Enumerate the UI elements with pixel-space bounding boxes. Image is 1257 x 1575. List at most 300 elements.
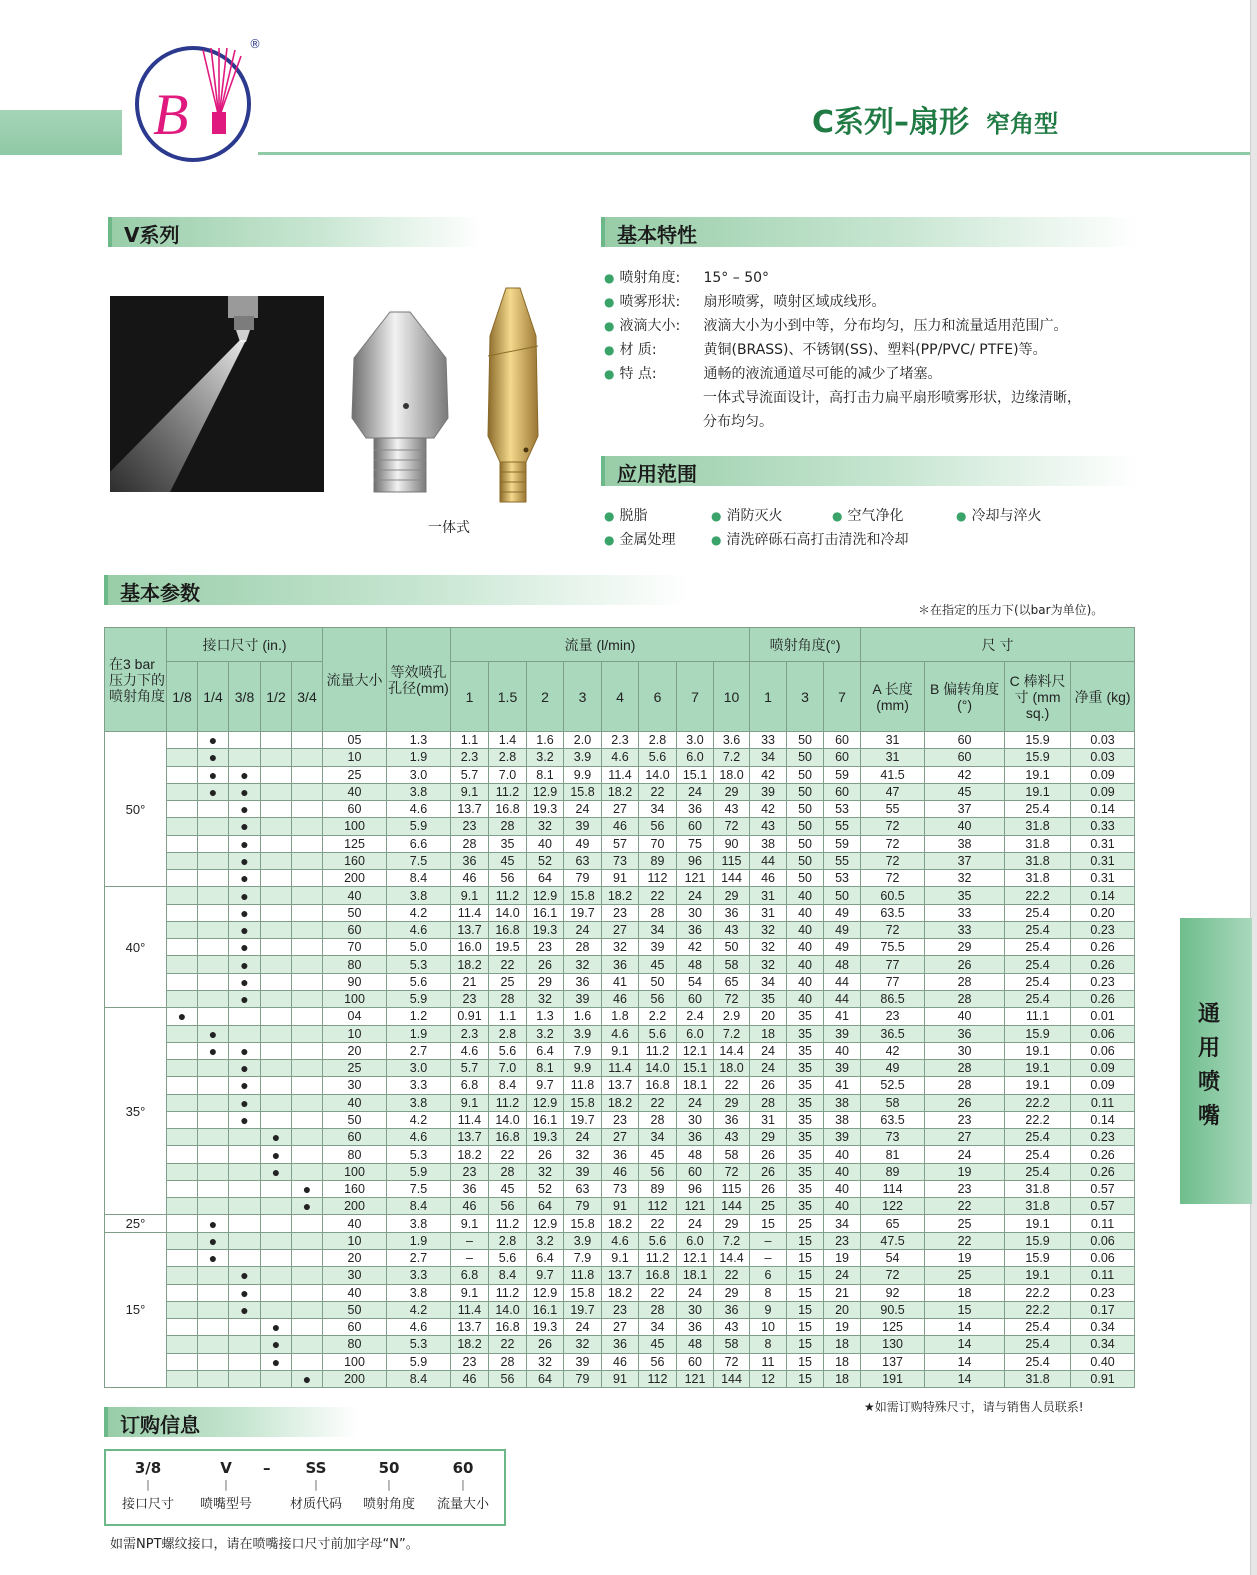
spray-cell: 40 [787,921,824,938]
weight-cell: 0.26 [1071,990,1135,1007]
angle-offset-cell: 36 [925,1025,1005,1042]
inlet-cell [167,1129,198,1146]
bar-size-cell: 31.8 [1005,835,1071,852]
ss-nozzle-image [350,310,450,495]
weight-cell: 0.23 [1071,921,1135,938]
inlet-cell [167,783,198,800]
flow-cell: 43 [714,1129,750,1146]
bullet-icon: ● [604,319,615,333]
spray-cell: 6 [750,1267,787,1284]
orifice-cell: 8.4 [387,870,451,887]
weight-cell: 0.14 [1071,1111,1135,1128]
inlet-cell [198,921,229,938]
order-item [356,1459,422,1512]
spray-cell: 60 [824,749,861,766]
inlet-cell [198,1180,229,1197]
flow-cell: 3.9 [564,1025,602,1042]
length-cell: 60.5 [861,887,925,904]
flow-cell: 28 [639,904,677,921]
inlet-cell [292,732,323,749]
flow-cell: 7.2 [714,749,750,766]
flow-cell: 30 [677,1301,714,1318]
flow-cell: 6.4 [527,1042,564,1059]
inlet-cell [229,1215,261,1232]
inlet-cell [167,1284,198,1301]
inlet-cell [198,852,229,869]
flow-cell: 29 [714,783,750,800]
spray-cell: 29 [750,1129,787,1146]
flow-cell: 3.2 [527,1232,564,1249]
bar-size-cell: 25.4 [1005,1129,1071,1146]
flow-cell: 45 [639,956,677,973]
flow-cell: 28 [489,818,527,835]
angle-offset-cell: 37 [925,801,1005,818]
flow-cell: 8.4 [489,1267,527,1284]
flow-cell: 5.6 [639,1232,677,1249]
inlet-cell: ● [229,835,261,852]
angle-offset-cell: 14 [925,1353,1005,1370]
inlet-cell [292,887,323,904]
order-item [116,1459,180,1512]
flow-cell: 29 [714,1284,750,1301]
bullet-icon: ● [604,343,615,357]
inlet-cell: ● [261,1319,292,1336]
flow-cell: 60 [677,990,714,1007]
flow-cell: 7.0 [489,1060,527,1077]
table-row [105,1146,1135,1163]
spray-cell: 60 [824,732,861,749]
dimension-header: A 长度 (mm) [861,662,925,732]
spray-cell: 15 [787,1336,824,1353]
spray-cell: 15 [750,1215,787,1232]
flow-size-cell: 200 [323,1198,387,1215]
flow-cell: 6.0 [677,749,714,766]
flow-cell: 16.8 [489,1319,527,1336]
feature-key: 材 质: [619,342,657,358]
flow-cell: 13.7 [451,801,489,818]
flow-cell: 27 [602,801,639,818]
spray-cell: 35 [787,1129,824,1146]
orifice-cell: 1.9 [387,1025,451,1042]
bullet-icon: ● [604,295,615,309]
flow-cell: 60 [677,1163,714,1180]
flow-cell: 43 [714,1319,750,1336]
spray-cell: 50 [787,766,824,783]
inlet-cell [292,939,323,956]
order-code-box [104,1449,506,1526]
flow-cell: 36 [602,1146,639,1163]
inlet-cell [292,1094,323,1111]
inlet-cell: ● [229,1111,261,1128]
orifice-cell: 3.8 [387,887,451,904]
spray-cell: 15 [787,1319,824,1336]
flow-cell: 72 [714,818,750,835]
weight-cell: 0.09 [1071,1060,1135,1077]
spray-pressure-header: 7 [824,662,861,732]
inlet-cell [261,1042,292,1059]
weight-cell: 0.17 [1071,1301,1135,1318]
flow-cell: 19.3 [527,801,564,818]
inlet-cell [261,783,292,800]
flow-cell: 19.7 [564,904,602,921]
flow-cell: 45 [639,1336,677,1353]
table-row [105,1336,1135,1353]
flow-cell: 14.0 [489,1301,527,1318]
col-flow-size-header: 流量大小 [323,628,387,732]
flow-cell: 45 [639,1146,677,1163]
flow-cell: 32 [527,818,564,835]
pressure-header: 7 [677,662,714,732]
flow-cell: 5.6 [489,1249,527,1266]
flow-cell: 3.0 [677,732,714,749]
orifice-cell: 2.7 [387,1042,451,1059]
col-inlet-header: 接口尺寸 (in.) [167,628,323,662]
flow-cell: 79 [564,870,602,887]
feature-key: 特 点: [619,366,657,382]
weight-cell: 0.06 [1071,1042,1135,1059]
flow-cell: 4.6 [602,1232,639,1249]
inlet-cell [292,1336,323,1353]
flow-cell: 30 [677,904,714,921]
inlet-cell [261,749,292,766]
table-row [105,766,1135,783]
orifice-cell: 1.3 [387,732,451,749]
flow-cell: 23 [451,818,489,835]
length-cell: 86.5 [861,990,925,1007]
flow-cell: 48 [677,956,714,973]
spray-cell: 35 [787,1077,824,1094]
flow-cell: 15.8 [564,1094,602,1111]
inlet-cell [261,1094,292,1111]
col-flow-header: 流量 (l/min) [451,628,750,662]
table-row [105,1060,1135,1077]
logo-letter: B [153,82,189,147]
bullet-icon: ● [604,271,615,285]
flow-cell: 9.9 [564,1060,602,1077]
flow-cell: 15.1 [677,766,714,783]
inlet-cell [167,973,198,990]
application-item [956,505,1041,525]
flow-cell: 70 [639,835,677,852]
col-angle-header: 在3 bar压力下的喷射角度 [105,628,167,732]
inlet-cell [198,1111,229,1128]
flow-cell: 46 [451,1198,489,1215]
inlet-cell [167,1301,198,1318]
spray-cell: 15 [787,1267,824,1284]
spray-cell: – [750,1232,787,1249]
flow-cell: 12.9 [527,887,564,904]
inlet-cell [261,1301,292,1318]
spray-cell: 50 [787,852,824,869]
flow-cell: 14.0 [489,904,527,921]
spray-cell: 55 [824,818,861,835]
bar-size-cell: 19.1 [1005,1060,1071,1077]
inlet-cell [292,1232,323,1249]
orifice-cell: 3.8 [387,1215,451,1232]
table-row [105,1232,1135,1249]
inlet-cell [261,904,292,921]
order-connector: | [461,1478,465,1491]
bar-size-cell: 22.2 [1005,1284,1071,1301]
length-cell: 31 [861,732,925,749]
orifice-cell: 3.8 [387,783,451,800]
flow-cell: 90 [714,835,750,852]
flow-cell: 19.7 [564,1301,602,1318]
inlet-cell [292,1025,323,1042]
flow-cell: 96 [677,852,714,869]
weight-cell: 0.57 [1071,1180,1135,1197]
pressure-header: 3 [564,662,602,732]
table-row [105,801,1135,818]
flow-cell: 39 [564,1353,602,1370]
angle-offset-cell: 24 [925,1146,1005,1163]
weight-cell: 0.31 [1071,870,1135,887]
flow-cell: 79 [564,1198,602,1215]
dimension-header: B 偏转角度 (°) [925,662,1005,732]
section-applications [601,456,1139,486]
flow-cell: 29 [527,973,564,990]
inlet-cell [229,1129,261,1146]
flow-cell: 2.2 [639,1008,677,1025]
weight-cell: 0.03 [1071,732,1135,749]
flow-size-cell: 30 [323,1267,387,1284]
angle-offset-cell: 25 [925,1267,1005,1284]
inlet-cell [261,1077,292,1094]
flow-cell: 18.0 [714,766,750,783]
weight-cell: 0.31 [1071,835,1135,852]
inlet-cell: ● [292,1180,323,1197]
flow-cell: 18.2 [451,1146,489,1163]
angle-offset-cell: 32 [925,870,1005,887]
flow-cell: 144 [714,1198,750,1215]
flow-cell: 6.8 [451,1077,489,1094]
inlet-cell [167,1198,198,1215]
side-category-tab [1180,918,1252,1204]
inlet-cell: ● [229,1077,261,1094]
flow-cell: 36 [602,956,639,973]
inlet-cell [167,835,198,852]
inlet-cell [167,732,198,749]
pressure-header: 6 [639,662,677,732]
flow-size-cell: 20 [323,1042,387,1059]
order-code: V [220,1459,232,1477]
flow-cell: 11.2 [489,1215,527,1232]
flow-cell: 36 [714,1111,750,1128]
flow-cell: 16.8 [639,1077,677,1094]
angle-offset-cell: 40 [925,1008,1005,1025]
flow-cell: 24 [564,801,602,818]
order-label: 材质代码 [289,1497,342,1512]
length-cell: 77 [861,973,925,990]
orifice-cell: 3.8 [387,1284,451,1301]
spray-cell: 40 [787,956,824,973]
bar-size-cell: 25.4 [1005,1319,1071,1336]
angle-offset-cell: 33 [925,904,1005,921]
table-row [105,818,1135,835]
flow-cell: 26 [527,1146,564,1163]
flow-cell: 11.2 [489,1284,527,1301]
bar-size-cell: 15.9 [1005,749,1071,766]
spray-cell: 19 [824,1249,861,1266]
spray-cell: 8 [750,1336,787,1353]
flow-cell: 58 [714,1336,750,1353]
flow-cell: 19.5 [489,939,527,956]
pressure-header: 1.5 [489,662,527,732]
flow-cell: 28 [639,1301,677,1318]
inlet-cell: ● [229,1094,261,1111]
bar-size-cell: 25.4 [1005,956,1071,973]
flow-cell: 1.8 [602,1008,639,1025]
bar-size-cell: 19.1 [1005,1267,1071,1284]
flow-cell: 15.8 [564,1215,602,1232]
length-cell: 81 [861,1146,925,1163]
flow-cell: 35 [489,835,527,852]
angle-offset-cell: 26 [925,1094,1005,1111]
flow-cell: 56 [639,1163,677,1180]
inlet-cell [167,1180,198,1197]
flow-cell: 16.1 [527,904,564,921]
bullet-icon: ● [956,509,967,523]
flow-cell: 5.6 [639,1025,677,1042]
inlet-cell [167,852,198,869]
inlet-cell: ● [229,973,261,990]
flow-cell: 24 [677,1215,714,1232]
angle-offset-cell: 14 [925,1370,1005,1387]
order-code: 3/8 [134,1459,162,1477]
flow-cell: 7.9 [564,1249,602,1266]
spray-angle-cell: 25° [105,1215,167,1232]
length-cell: 125 [861,1319,925,1336]
inlet-cell [292,1284,323,1301]
inlet-cell [229,1163,261,1180]
flow-cell: 14.0 [489,1111,527,1128]
flow-cell: 4.6 [602,749,639,766]
weight-cell: 0.11 [1071,1267,1135,1284]
inlet-cell [198,1060,229,1077]
inlet-cell [261,973,292,990]
table-row [105,1077,1135,1094]
bar-size-cell: 22.2 [1005,1111,1071,1128]
feature-continuation: 分布均匀。 [703,414,773,430]
inlet-cell [261,818,292,835]
orifice-cell: 4.6 [387,1129,451,1146]
angle-offset-cell: 27 [925,1129,1005,1146]
weight-cell: 0.09 [1071,1077,1135,1094]
inlet-cell [292,783,323,800]
spray-cell: 50 [787,749,824,766]
flow-size-cell: 70 [323,939,387,956]
table-row [105,870,1135,887]
inlet-size-header: 1/8 [167,662,198,732]
inlet-cell [292,852,323,869]
flow-cell: 16.8 [639,1267,677,1284]
flow-size-cell: 100 [323,990,387,1007]
flow-cell: 2.0 [564,732,602,749]
flow-cell: 9.1 [602,1249,639,1266]
inlet-cell [167,939,198,956]
orifice-cell: 3.3 [387,1267,451,1284]
spray-cell: 25 [787,1215,824,1232]
inlet-cell [167,1353,198,1370]
inlet-cell [167,749,198,766]
flow-cell: 16.8 [489,921,527,938]
flow-size-cell: 10 [323,1025,387,1042]
spray-cell: 60 [824,783,861,800]
inlet-cell: ● [229,887,261,904]
inlet-size-header: 1/2 [261,662,292,732]
table-row [105,749,1135,766]
spray-cell: 59 [824,766,861,783]
flow-cell: 2.8 [489,749,527,766]
angle-offset-cell: 35 [925,887,1005,904]
inlet-cell [229,1249,261,1266]
application-item [711,505,782,525]
flow-cell: 72 [714,1353,750,1370]
flow-cell: 46 [602,1353,639,1370]
flow-cell: 18.0 [714,1060,750,1077]
flow-cell: 9.1 [451,1094,489,1111]
inlet-cell [167,1077,198,1094]
inlet-cell [198,1319,229,1336]
inlet-cell: ● [229,852,261,869]
flow-cell: 9.1 [602,1042,639,1059]
orifice-cell: 4.6 [387,801,451,818]
flow-cell: 0.91 [451,1008,489,1025]
flow-cell: 3.9 [564,749,602,766]
flow-cell: 58 [714,1146,750,1163]
flow-cell: 36 [677,921,714,938]
spray-cell: 18 [824,1370,861,1387]
spray-cell: 24 [750,1060,787,1077]
weight-cell: 0.31 [1071,852,1135,869]
length-cell: 36.5 [861,1025,925,1042]
flow-cell: 13.7 [451,1319,489,1336]
flow-cell: – [451,1249,489,1266]
length-cell: 72 [861,835,925,852]
inlet-cell: ● [198,749,229,766]
spray-cell: 15 [787,1353,824,1370]
flow-cell: 13.7 [451,921,489,938]
inlet-cell [198,1267,229,1284]
feature-item [604,290,885,314]
flow-cell: 46 [602,990,639,1007]
spray-cell: 50 [787,835,824,852]
bar-size-cell: 25.4 [1005,973,1071,990]
weight-cell: 0.23 [1071,1129,1135,1146]
flow-cell: 7.2 [714,1232,750,1249]
inlet-cell: ● [229,870,261,887]
feature-continuation: 一体式导流面设计，高打击力扁平扇形喷雾形状，边缘清晰， [703,390,1081,406]
bullet-icon: ● [711,509,722,523]
flow-cell: 12.9 [527,1284,564,1301]
flow-size-cell: 60 [323,1129,387,1146]
flow-cell: 34 [639,1129,677,1146]
application-label: 金属处理 [619,532,676,548]
length-cell: 72 [861,852,925,869]
flow-cell: 32 [527,1353,564,1370]
length-cell: 23 [861,1008,925,1025]
flow-cell: 56 [639,990,677,1007]
orifice-cell: 8.4 [387,1370,451,1387]
flow-cell: 65 [714,973,750,990]
side-category-label: 通用喷嘴 [1197,1002,1220,1129]
table-row [105,904,1135,921]
weight-cell: 0.34 [1071,1336,1135,1353]
inlet-cell [261,1370,292,1387]
application-item [711,529,908,549]
inlet-cell [229,1025,261,1042]
inlet-cell [229,1198,261,1215]
